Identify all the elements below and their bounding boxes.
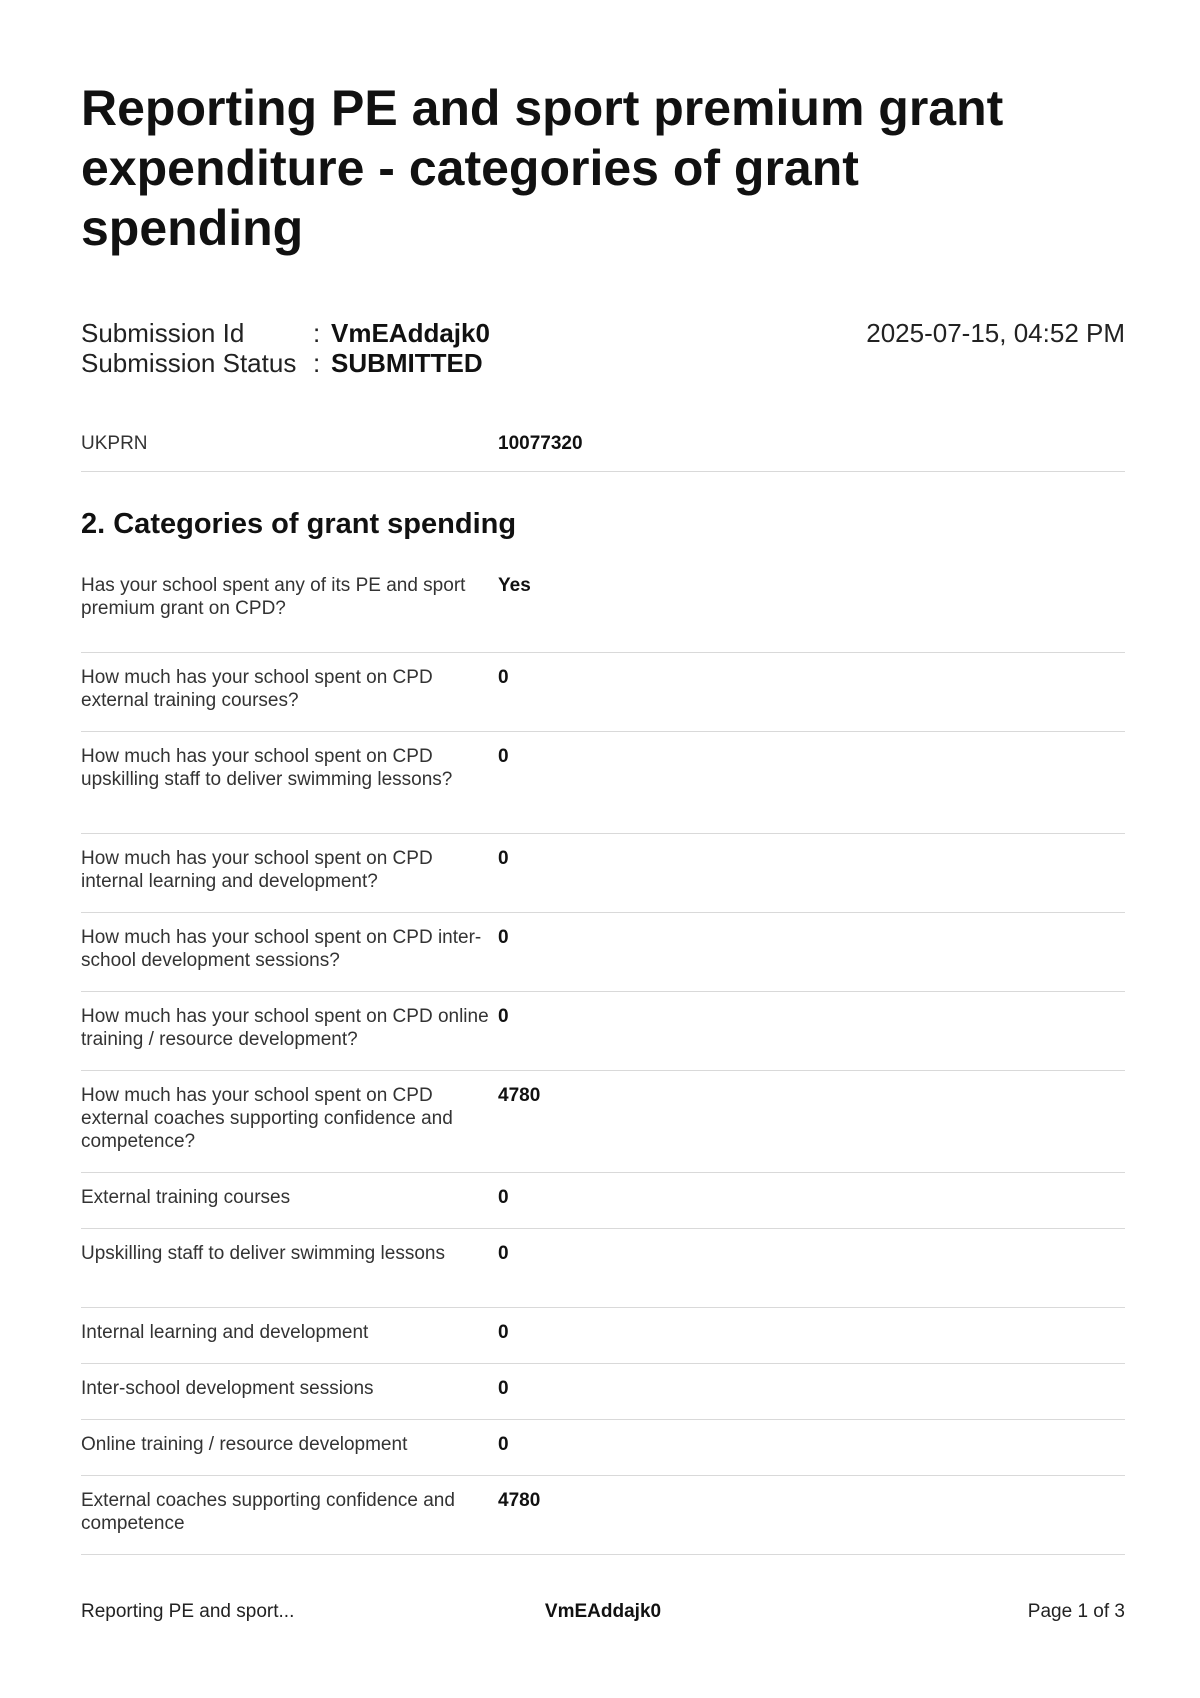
footer-page-number: Page 1 of 3 bbox=[1027, 1601, 1125, 1622]
row-answer: 0 bbox=[498, 848, 509, 869]
row-answer: 4780 bbox=[498, 1490, 541, 1511]
row-answer: 0 bbox=[498, 1006, 509, 1027]
row-question: How much has your school spent on CPD internal learning and development? bbox=[81, 848, 433, 892]
row-question: How much has your school spent on CPD inter-school development sessions? bbox=[81, 927, 482, 971]
footer-document-title: Reporting PE and sport... bbox=[81, 1601, 295, 1622]
row-question: Internal learning and development bbox=[81, 1322, 369, 1343]
row-answer: Yes bbox=[498, 575, 531, 596]
grant-spending-table bbox=[81, 574, 1125, 1555]
row-answer: 0 bbox=[498, 1322, 509, 1343]
row-question: Upskilling staff to deliver swimming lessons bbox=[81, 1243, 445, 1264]
row-answer: 0 bbox=[498, 927, 509, 948]
submission-status-label: Submission Status bbox=[81, 348, 297, 378]
ukprn-row bbox=[81, 432, 1125, 472]
row-question: How much has your school spent on CPD external coaches supporting confidence and competence? bbox=[81, 1085, 453, 1152]
row-question: How much has your school spent on CPD upskilling staff to deliver swimming lessons? bbox=[81, 746, 453, 790]
table-row bbox=[81, 574, 1125, 653]
table-row bbox=[81, 653, 1125, 732]
document-title: Reporting PE and sport premium grant expenditure - categories of grant spending bbox=[81, 80, 1004, 256]
table-row bbox=[81, 1308, 1125, 1364]
ukprn-value: 10077320 bbox=[498, 433, 583, 454]
table-row bbox=[81, 1229, 1125, 1308]
table-row bbox=[81, 1071, 1125, 1173]
row-question: How much has your school spent on CPD external training courses? bbox=[81, 667, 433, 711]
footer-submission-id: VmEAddajk0 bbox=[544, 1601, 662, 1622]
row-answer: 4780 bbox=[498, 1085, 541, 1106]
table-row bbox=[81, 834, 1125, 913]
table-row bbox=[81, 913, 1125, 992]
row-answer: 0 bbox=[498, 746, 509, 767]
submission-status-row bbox=[81, 348, 1125, 378]
row-question: External coaches supporting confidence and competence bbox=[81, 1490, 455, 1534]
submission-id-separator: : bbox=[313, 318, 321, 348]
section-heading: 2. Categories of grant spending bbox=[81, 508, 517, 540]
row-answer: 0 bbox=[498, 1187, 509, 1208]
row-question: How much has your school spent on CPD online training / resource development? bbox=[81, 1006, 489, 1050]
row-question: Inter-school development sessions bbox=[81, 1378, 374, 1399]
submission-meta bbox=[81, 318, 1125, 378]
submission-id-value: VmEAddajk0 bbox=[331, 318, 490, 348]
document-page bbox=[81, 0, 1125, 1698]
submission-status-value: SUBMITTED bbox=[331, 348, 483, 378]
table-row bbox=[81, 992, 1125, 1071]
ukprn-table bbox=[81, 432, 1125, 472]
submission-datetime: 2025-07-15, 04:52 PM bbox=[866, 318, 1125, 348]
row-answer: 0 bbox=[498, 1434, 509, 1455]
submission-id-label: Submission Id bbox=[81, 318, 245, 348]
table-row bbox=[81, 1420, 1125, 1476]
row-answer: 0 bbox=[498, 1243, 509, 1264]
row-question: Online training / resource development bbox=[81, 1434, 408, 1455]
table-row bbox=[81, 732, 1125, 834]
row-answer: 0 bbox=[498, 667, 509, 688]
ukprn-label: UKPRN bbox=[81, 433, 148, 454]
submission-status-separator: : bbox=[313, 348, 321, 378]
table-row bbox=[81, 1364, 1125, 1420]
row-question: Has your school spent any of its PE and sport premium grant on CPD? bbox=[81, 575, 466, 619]
table-row bbox=[81, 1173, 1125, 1229]
row-answer: 0 bbox=[498, 1378, 509, 1399]
table-row bbox=[81, 1476, 1125, 1555]
page-footer bbox=[81, 1598, 1125, 1626]
row-question: External training courses bbox=[81, 1187, 291, 1208]
